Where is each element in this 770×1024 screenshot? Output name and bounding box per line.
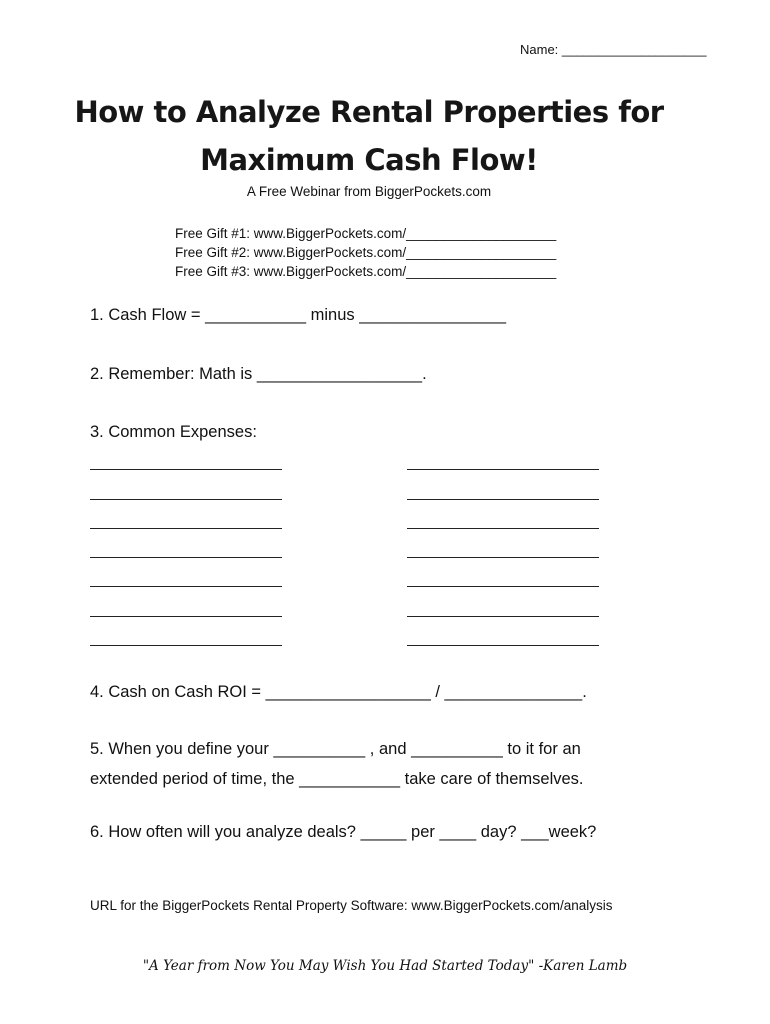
expense-blank-line — [90, 499, 282, 500]
name-field-label: Name: ____________________ — [520, 42, 707, 57]
expense-blank-line — [407, 557, 599, 558]
free-gift-3: Free Gift #3: www.BiggerPockets.com/____________________ — [175, 264, 557, 279]
question-3-common-expenses: 3. Common Expenses: — [90, 423, 257, 441]
expense-blank-line — [407, 616, 599, 617]
question-1-cash-flow: 1. Cash Flow = ___________ minus ________________ — [90, 306, 507, 324]
question-5-line-2: extended period of time, the ___________ take care of themselves. — [90, 770, 584, 788]
expense-blank-line — [90, 616, 282, 617]
expense-blank-line — [407, 469, 599, 470]
expense-blank-line — [407, 645, 599, 646]
expense-blank-line — [407, 499, 599, 500]
expense-blank-line — [90, 557, 282, 558]
expense-blank-line — [407, 586, 599, 587]
free-gift-1: Free Gift #1: www.BiggerPockets.com/____________________ — [175, 226, 557, 241]
expense-blank-line — [90, 528, 282, 529]
page-title-line-1: How to Analyze Rental Properties for — [74, 95, 664, 129]
question-2-math: 2. Remember: Math is __________________. — [90, 365, 427, 383]
expense-blank-line — [90, 586, 282, 587]
software-url-line: URL for the BiggerPockets Rental Property Software: www.BiggerPockets.com/analysis — [90, 898, 613, 913]
expense-blank-line — [407, 528, 599, 529]
expense-blank-line — [90, 645, 282, 646]
expense-blank-line — [90, 469, 282, 470]
question-4-cash-on-cash-roi: 4. Cash on Cash ROI = __________________ / _______________. — [90, 683, 587, 701]
page-title-line-2: Maximum Cash Flow! — [200, 143, 538, 177]
closing-quote: "A Year from Now You May Wish You Had Started Today" -Karen Lamb — [142, 958, 628, 974]
question-5-line-1: 5. When you define your __________ , and __________ to it for an — [90, 740, 581, 758]
page-subtitle: A Free Webinar from BiggerPockets.com — [246, 184, 492, 199]
free-gift-2: Free Gift #2: www.BiggerPockets.com/____________________ — [175, 245, 557, 260]
question-6-analyze-deals: 6. How often will you analyze deals? _____ per ____ day? ___week? — [90, 823, 597, 841]
